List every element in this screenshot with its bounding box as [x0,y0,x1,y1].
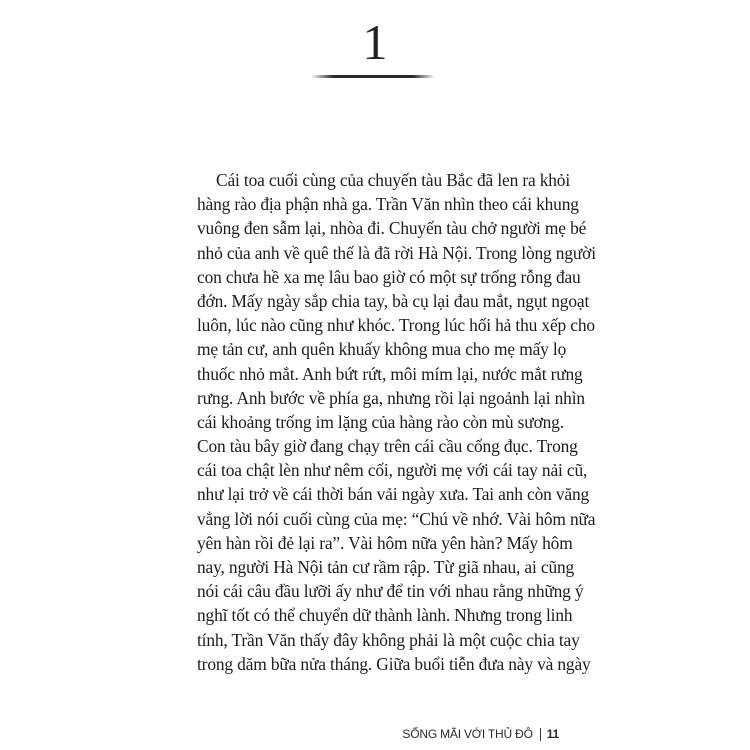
text-line: luôn, lúc nào cũng như khóc. Trong lúc hối hả thu xếp cho [197,315,595,336]
footer-separator [540,728,541,741]
text-line: nhỏ của anh về quê thế là đã rời Hà Nội. Trong lòng người [197,242,596,263]
text-line: cái toa chật lèn như nêm cối, người mẹ với cái tay nải cũ, [197,460,588,481]
text-line: nói cái câu đầu lưỡi ấy như để tin với nhau rằng những ý [197,581,584,602]
text-line: nay, người Hà Nội tản cư rầm rập. Từ giã nhau, ai cũng [197,557,575,577]
text-line: con chưa hề xa mẹ lâu bao giờ có một sự trống rỗng đau [197,266,581,287]
text-line: Cái toa cuối cùng của chuyến tàu Bắc đã len ra khỏi [216,170,571,190]
chapter-divider [311,75,435,78]
chapter-number: 1 [362,14,388,70]
body-text [197,168,596,676]
text-line: vuông đen sẫm lại, nhòa đi. Chuyến tàu chở người mẹ bé [197,218,587,239]
text-line: trong dăm bữa nửa tháng. Giữa buổi tiễn đưa này và ngày [197,653,591,674]
text-line: hàng rào địa phận nhà ga. Trần Văn nhìn theo cái khung [197,194,579,215]
text-line: rưng. Anh bước về phía ga, nhưng rồi lại ngoảnh lại nhìn [197,387,585,408]
text-line: cái khoảng trống im lặng của hàng rào còn mù sương. [197,411,564,432]
text-line: Con tàu bây giờ đang chạy trên cái cầu cổng đục. Trong [197,436,578,457]
text-line: đớn. Mấy ngày sắp chia tay, bà cụ lại đau mắt, ngụt ngoạt [197,290,590,311]
text-line: vẳng lời nói cuối cùng của mẹ: “Chú về nhớ. Vài hôm nữa [197,508,596,529]
page-footer [402,725,559,743]
text-line: yên hàn rồi đẻ lại ra”. Vài hôm nữa yên hàn? Mấy hôm [197,532,573,553]
running-title: SỐNG MÃI VỚI THỦ ĐÔ [402,727,533,741]
page-number: 11 [546,727,559,741]
text-line: mẹ tản cư, anh quên khuấy không mua cho mẹ mấy lọ [197,339,567,360]
text-line: thuốc nhỏ mắt. Anh bứt rứt, môi mím lại, nước mắt rưng [197,363,583,384]
text-line: như lại trở về cái thời bán vải ngày xưa. Tai anh còn văng [197,484,590,505]
text-line: nghĩ tốt có thể chuyển dữ thành lành. Nhưng trong linh [197,605,573,626]
text-line: tính, Trần Văn thấy đây không phải là một cuộc chia tay [197,629,580,650]
